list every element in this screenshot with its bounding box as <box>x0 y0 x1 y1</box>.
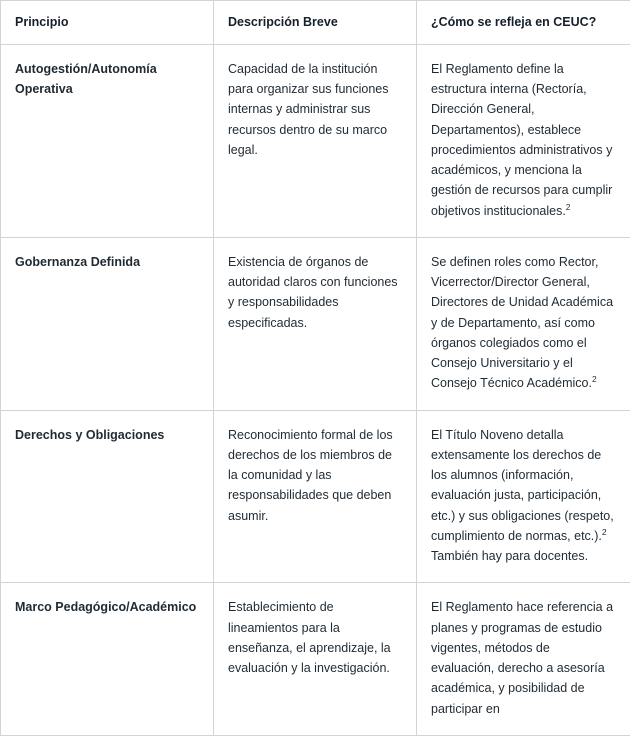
cell-descripcion: Establecimiento de lineamientos para la enseñanza, el aprendizaje, la evaluación y la investigación. <box>214 583 417 736</box>
cell-ceuc-text: El Título Noveno detalla extensamente los derechos de los alumnos (información, evaluación justa, participación, etc.) y sus obligaciones (respeto, cumplimiento de normas, etc.). <box>431 428 617 543</box>
table-row <box>1 583 630 736</box>
cell-ceuc <box>417 410 630 583</box>
cell-ceuc <box>417 237 630 410</box>
cell-descripcion: Capacidad de la institución para organizar sus funciones internas y administrar sus recursos dentro de su marco legal. <box>214 44 417 237</box>
footnote-marker: 2 <box>602 527 607 537</box>
cell-ceuc <box>417 44 630 237</box>
column-header-principio: Principio <box>1 1 214 45</box>
cell-ceuc-text: El Reglamento define la estructura interna (Rectoría, Dirección General, Departamentos), establece procedimientos administrativos y académicos, y menciona la gestión de recursos para cumplir objetivos institucionales. <box>431 62 616 218</box>
table-body <box>1 44 630 735</box>
column-header-descripcion: Descripción Breve <box>214 1 417 45</box>
cell-descripcion: Existencia de órganos de autoridad claros con funciones y responsabilidades especificadas. <box>214 237 417 410</box>
table-row <box>1 237 630 410</box>
cell-principio: Derechos y Obligaciones <box>1 410 214 583</box>
column-header-ceuc: ¿Cómo se refleja en CEUC? <box>417 1 630 45</box>
cell-descripcion: Reconocimiento formal de los derechos de los miembros de la comunidad y las responsabilidades que deben asumir. <box>214 410 417 583</box>
cell-principio: Gobernanza Definida <box>1 237 214 410</box>
cell-ceuc-text: Se definen roles como Rector, Vicerrector/Director General, Directores de Unidad Académica y de Departamento, así como órganos colegiados como el Consejo Universitario y el Consejo Técnico Académico. <box>431 255 617 391</box>
cell-principio: Autogestión/Autonomía Operativa <box>1 44 214 237</box>
table-row <box>1 410 630 583</box>
footnote-marker: 2 <box>592 374 597 384</box>
table-row <box>1 44 630 237</box>
table-head <box>1 1 630 45</box>
cell-ceuc-text: El Reglamento hace referencia a planes y programas de estudio vigentes, métodos de evaluación, derecho a asesoría académica, y posibilidad de participar en <box>431 600 617 715</box>
cell-ceuc-text-after: También hay para docentes. <box>431 549 588 563</box>
footnote-marker: 2 <box>566 201 571 211</box>
cell-ceuc <box>417 583 630 736</box>
cell-principio: Marco Pedagógico/Académico <box>1 583 214 736</box>
table-header-row <box>1 1 630 45</box>
